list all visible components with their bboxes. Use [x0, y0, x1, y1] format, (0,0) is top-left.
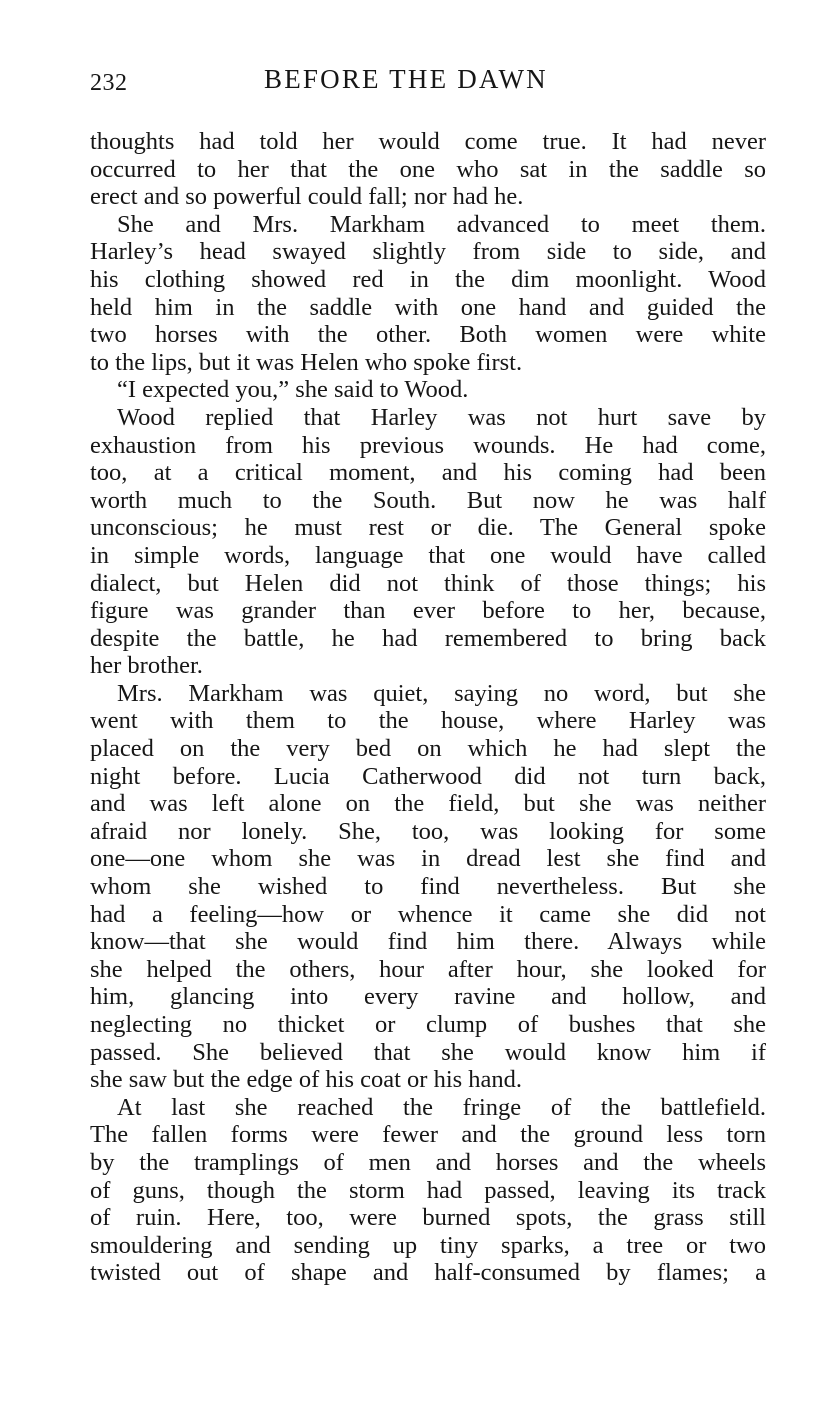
text-line: Mrs. Markham was quiet, saying no word, but she: [117, 679, 766, 707]
text-line: him, glancing into every ravine and hollow, and: [90, 983, 766, 1011]
page-header: [90, 62, 766, 102]
text-line: in simple words, language that one would have called: [90, 541, 766, 569]
text-line: whom she wished to find nevertheless. But she: [90, 873, 766, 901]
text-line: thoughts had told her would come true. It had never: [90, 128, 766, 155]
text-line: she helped the others, hour after hour, she looked for: [90, 955, 766, 983]
text-line: unconscious; he must rest or die. The General spoke: [90, 514, 766, 542]
text-line: afraid nor lonely. She, too, was looking for some: [90, 817, 766, 845]
text-line: Harley’s head swayed slightly from side to side, and: [90, 238, 766, 266]
text-line: went with them to the house, where Harley was: [90, 707, 766, 735]
text-line: figure was grander than ever before to her, because,: [90, 597, 766, 625]
text-line: by the tramplings of men and horses and the wheels: [90, 1148, 766, 1176]
text-line: know—that she would find him there. Always while: [90, 928, 766, 956]
text-line: passed. She believed that she would know him if: [90, 1038, 766, 1066]
text-line: placed on the very bed on which he had slept the: [90, 735, 766, 763]
text-line: worth much to the South. But now he was half: [90, 486, 766, 514]
text-line: Wood replied that Harley was not hurt save by: [117, 403, 766, 431]
text-line: his clothing showed red in the dim moonlight. Wood: [90, 265, 766, 293]
text-line: despite the battle, he had remembered to bring back: [90, 624, 766, 652]
text-line: to the lips, but it was Helen who spoke first.: [90, 348, 523, 376]
text-line: had a feeling—how or whence it came she did not: [90, 900, 766, 928]
text-line: neglecting no thicket or clump of bushes that she: [90, 1011, 766, 1038]
text-line: The fallen forms were fewer and the ground less torn: [90, 1121, 766, 1149]
text-line: held him in the saddle with one hand and guided the: [90, 293, 766, 321]
text-line: smouldering and sending up tiny sparks, a tree or two: [90, 1231, 766, 1259]
text-line: night before. Lucia Catherwood did not turn back,: [90, 762, 766, 790]
text-line: and was left alone on the field, but she was neither: [90, 790, 766, 818]
text-line: twisted out of shape and half-consumed by flames; a: [90, 1259, 766, 1287]
text-line: “I expected you,” she said to Wood.: [117, 376, 469, 404]
text-line: one—one whom she was in dread lest she find and: [90, 845, 766, 873]
text-line: two horses with the other. Both women were white: [90, 321, 766, 349]
text-line: occurred to her that the one who sat in the saddle so: [90, 155, 766, 183]
page-number: 232: [90, 70, 128, 96]
text-line: exhaustion from his previous wounds. He had come,: [90, 431, 766, 459]
text-line: She and Mrs. Markham advanced to meet them.: [117, 210, 766, 238]
text-line: of guns, though the storm had passed, leaving its track: [90, 1176, 766, 1204]
text-line: she saw but the edge of his coat or his hand.: [90, 1066, 523, 1094]
body-text: [90, 128, 766, 1287]
text-line: erect and so powerful could fall; nor had he.: [90, 183, 524, 211]
text-line: At last she reached the fringe of the battlefield.: [117, 1093, 766, 1121]
running-head: BEFORE THE DAWN: [264, 64, 548, 94]
text-line: dialect, but Helen did not think of those things; his: [90, 569, 766, 597]
text-line: too, at a critical moment, and his coming had been: [90, 459, 766, 487]
text-line: her brother.: [90, 652, 203, 680]
text-line: of ruin. Here, too, were burned spots, the grass still: [90, 1204, 766, 1232]
